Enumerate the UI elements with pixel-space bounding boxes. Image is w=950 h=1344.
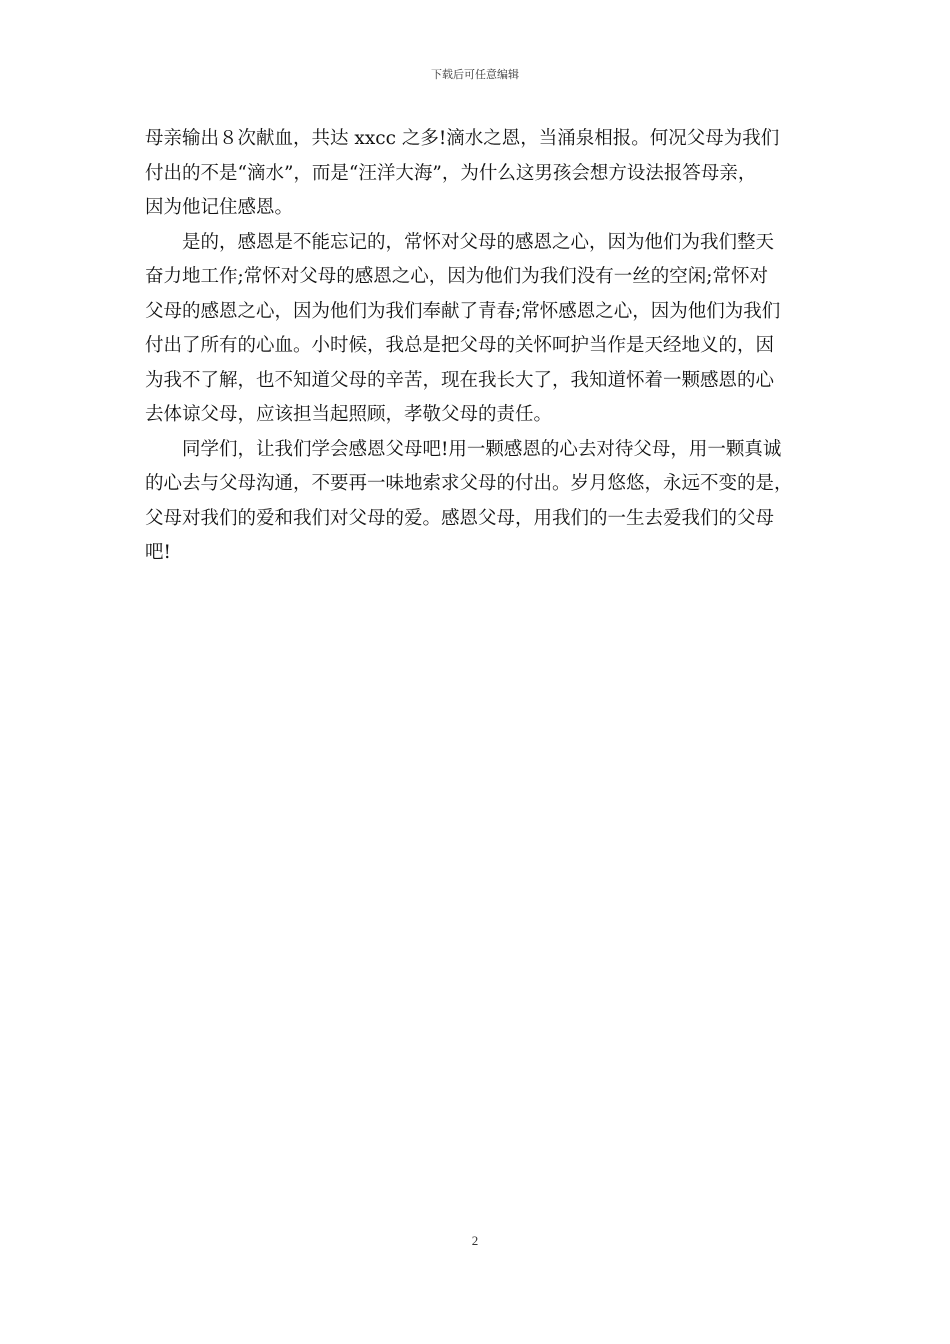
text-line: 付出的不是“滴水”，而是“汪洋大海”，为什么这男孩会想方设法报答母亲， bbox=[145, 162, 757, 184]
text-line: 奋力地工作;常怀对父母的感恩之心，因为他们为我们没有一丝的空闲;常怀对 bbox=[145, 266, 768, 287]
text-line: 吧! bbox=[145, 542, 171, 563]
text-line: 为我不了解，也不知道父母的辛苦，现在我长大了，我知道怀着一颗感恩的心 bbox=[145, 369, 775, 391]
text-line: 的心去与父母沟通，不要再一味地索求父母的付出。岁月悠悠，永远不变的是， bbox=[145, 473, 793, 494]
text-line: 母亲输出８次献血，共达 xxcc 之多!滴水之恩，当涌泉相报。何况父母为我们 bbox=[145, 128, 780, 149]
text-line: 父母对我们的爱和我们对父母的爱。感恩父母，用我们的一生去爱我们的父母 bbox=[145, 507, 775, 529]
page-number: 2 bbox=[471, 1233, 479, 1248]
text-line: 同学们，让我们学会感恩父母吧!用一颗感恩的心去对待父母，用一颗真诚 bbox=[182, 438, 782, 460]
text-line: 付出了所有的心血。小时候，我总是把父母的关怀呵护当作是天经地义的，因 bbox=[145, 335, 775, 356]
document-body bbox=[145, 122, 810, 571]
text-line: 因为他记住感恩。 bbox=[145, 197, 294, 218]
paragraph-2 bbox=[145, 226, 810, 433]
paragraph-1 bbox=[145, 122, 810, 226]
paragraph-3 bbox=[145, 433, 810, 571]
text-line: 是的，感恩是不能忘记的，常怀对父母的感恩之心，因为他们为我们整天 bbox=[182, 231, 775, 253]
text-line: 去体谅父母，应该担当起照顾，孝敬父母的责任。 bbox=[145, 404, 553, 425]
page-header: 下载后可任意编辑 bbox=[431, 68, 519, 81]
text-line: 父母的感恩之心，因为他们为我们奉献了青春;常怀感恩之心，因为他们为我们 bbox=[145, 300, 781, 322]
